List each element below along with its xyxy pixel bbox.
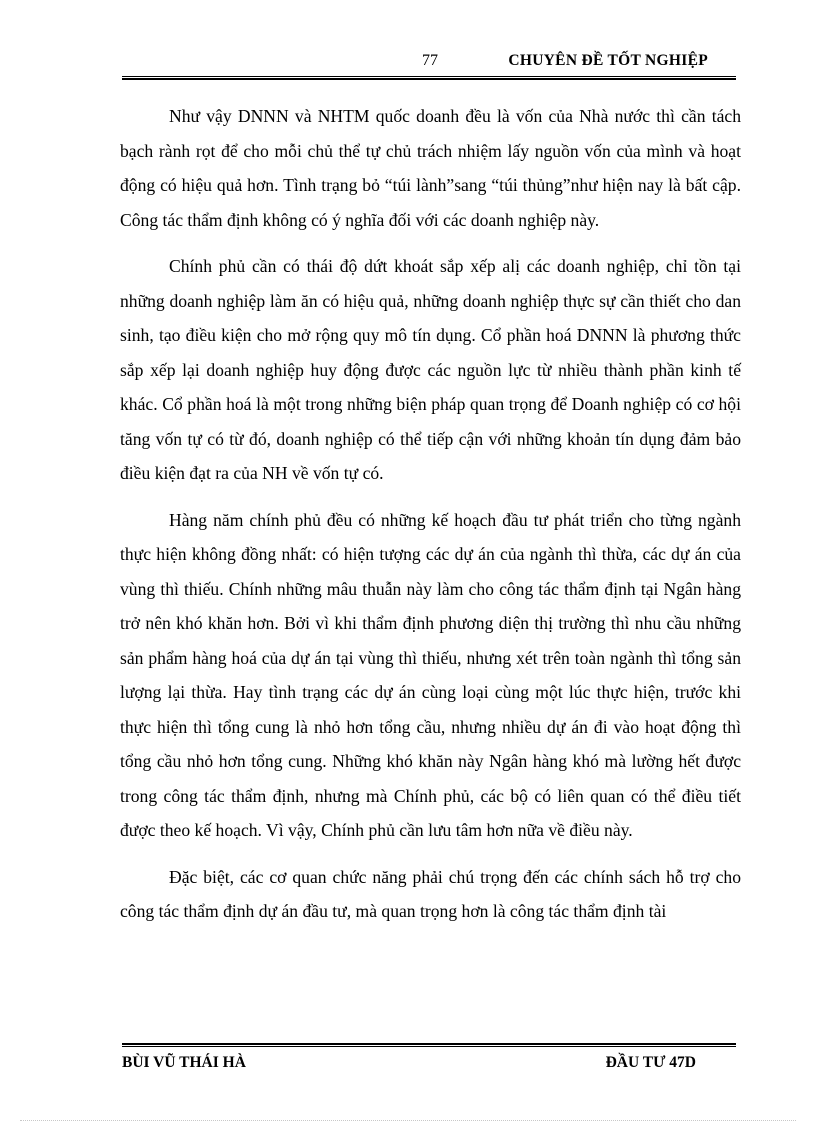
paragraph-1: Như vậy DNNN và NHTM quốc doanh đều là vốn của Nhà nước thì cần tách bạch rành rọt để cho mỗi chủ thể tự chủ trách nhiệm lấy nguồn vốn của mình và hoạt động có hiệu quả hơn. Tình trạng bỏ “túi lành”sang “túi thủng”như hiện nay là bất cập. Công tác thẩm định không có ý nghĩa đối với các doanh nghiệp này. (120, 106, 741, 230)
footer-class: ĐẦU TƯ 47D (605, 1054, 696, 1071)
header-title: CHUYÊN ĐỀ TỐT NGHIỆP (508, 52, 708, 69)
paragraph-2: Chính phủ cần có thái độ dứt khoát sắp xếp alị các doanh nghiệp, chỉ tồn tại những doanh nghiệp làm ăn có hiệu quả, những doanh nghiệp thực sự cần thiết cho dan sinh, tạo điều kiện cho mở rộng quy mô tín dụng. Cổ phần hoá DNNN là phương thức sắp xếp lại doanh nghiệp huy động được các nguồn lực từ nhiều thành phần kinh tế khác. Cổ phần hoá là một trong những biện pháp quan trọng để Doanh nghiệp có cơ hội tăng vốn tự có từ đó, doanh nghiệp có thể tiếp cận với những khoản tín dụng đảm bảo điều kiện đạt ra của NH về vốn tự có. (120, 256, 741, 483)
footer-author: BÙI VŨ THÁI HÀ (122, 1054, 246, 1071)
page-bottom-edge (20, 1120, 796, 1121)
header-divider (122, 76, 736, 80)
page-number: 77 (422, 52, 438, 69)
document-body (120, 99, 741, 941)
paragraph-3: Hàng năm chính phủ đều có những kế hoạch đầu tư phát triển cho từng ngành thực hiện không đồng nhất: có hiện tượng các dự án của ngành thì thừa, các dự án của vùng thì thiếu. Chính những mâu thuẫn này làm cho công tác thẩm định tại Ngân hàng trở nên khó khăn hơn. Bởi vì khi thẩm định phương diện thị trường thì nhu cầu những sản phẩm hàng hoá của dự án tại vùng thì thiếu, nhưng xét trên toàn ngành thì tổng sản lượng lại thừa. Hay tình trạng các dự án cùng loại cùng một lúc thực hiện, trước khi thực hiện thì tổng cung là nhỏ hơn tổng cầu, nhưng nhiều dự án đi vào hoạt động thì tổng cầu nhỏ hơn tổng cung. Những khó khăn này Ngân hàng khó mà lường hết được trong công tác thẩm định, nhưng mà Chính phủ, các bộ có liên quan có thể điều tiết được theo kế hoạch. Vì vậy, Chính phủ cần lưu tâm hơn nữa về điều này. (120, 509, 741, 840)
page-header (122, 50, 736, 78)
footer-divider (122, 1043, 736, 1047)
paragraph-4: Đặc biệt, các cơ quan chức năng phải chú trọng đến các chính sách hỗ trợ cho công tác thẩm định dự án đầu tư, mà quan trọng hơn là công tác thẩm định tài (120, 866, 741, 921)
